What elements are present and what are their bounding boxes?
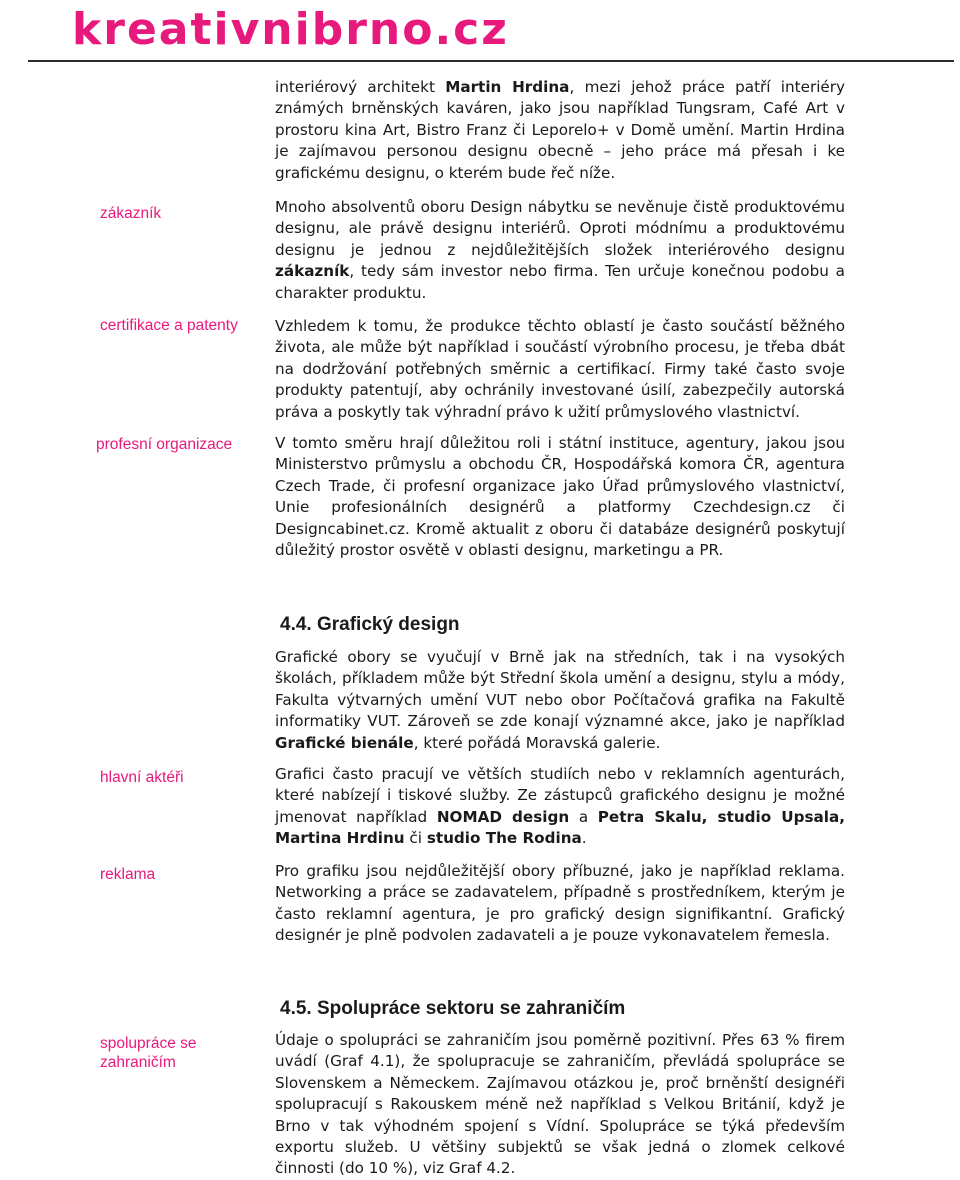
margin-label-reklama: reklama — [100, 866, 156, 883]
section-heading-graphic-design: 4.4. Grafický design — [280, 614, 460, 635]
paragraph-graphic-schools: Grafické obory se vyučují v Brně jak na středních, tak i na vysokých školách, příkladem může být Střední škola umění a designu, stylu a módy, Fakulta výtvarných umění VUT nebo obor Počítačová grafika na Fakultě informatiky VUT. Zároveň se zde konají významné akce, jako je například Grafické bienále, které pořádá Moravská galerie. — [275, 648, 845, 752]
header-divider — [28, 60, 954, 62]
paragraph-certifications: Vzhledem k tomu, že produkce těchto oblastí je často součástí běžného života, ale může být například i součástí výrobního procesu, je třeba dbát na dodržování potřebných směrnic a certifikací. Firmy také často svoje produkty patentují, aby ochránily investované úsilí, zabezpečily autorská práva a poskytly tak výhradní právo k užití průmyslového vlastnictví. — [275, 317, 845, 421]
margin-label-zakaznik: zákazník — [100, 205, 162, 222]
margin-label-hlavni: hlavní aktéři — [100, 769, 184, 786]
section-heading-foreign-cooperation: 4.5. Spolupráce sektoru se zahraničím — [280, 998, 626, 1019]
margin-label-profesni: profesní organizace — [96, 436, 233, 453]
paragraph-graphic-studios: Grafici často pracují ve větších studiích nebo v reklamních agenturách, které nabízejí i tiskové služby. Ze zástupců grafického designu je možné jmenovat například NOMAD design a Petra Skalu, studio Upsala, Martina Hrdinu či studio The Rodina. — [275, 765, 845, 848]
site-logo: kreativnibrno.cz — [72, 4, 509, 55]
margin-label-spoluprace: spolupráce se zahraničím — [100, 1035, 197, 1071]
paragraph-foreign-cooperation: Údaje o spolupráci se zahraničím jsou poměrně pozitivní. Přes 63 % firem uvádí (Graf 4.1), že spolupracuje se zahraničím, převládá spolupráce se Slovenskem a Německem. Zajímavou otázkou je, proč brněnští designéři spolupracují s Rakouskem méně než například s Velkou Británií, když je Brno v tak výhodném spojení s Vídní. Spolupráce se týká především exportu služeb. U většiny subjektů se však jedná o zlomek celkové činnosti (do 10 %), viz Graf 4.2. — [275, 1031, 845, 1178]
margin-label-certifikace: certifikace a patenty — [100, 317, 238, 334]
paragraph-architect: interiérový architekt Martin Hrdina, mezi jehož práce patří interiéry známých brněnských kaváren, jako jsou například Tungsram, Café Art v prostoru kina Art, Bistro Franz či Leporelo+ v Domě umění. Martin Hrdina je zajímavou personou designu obecně – jeho práce má přesah i ke grafickému designu, o kterém bude řeč níže. — [275, 78, 845, 182]
paragraph-graphic-advertising: Pro grafiku jsou nejdůležitější obory příbuzné, jako je například reklama. Networking a práce se zadavatelem, případně s prostředníkem, kterým je často reklamní agentura, je pro grafický design signifikantní. Grafický designér je plně podvolen zadavateli a je pouze vykonavatelem řemesla. — [275, 862, 845, 945]
paragraph-institutions: V tomto směru hrají důležitou roli i státní instituce, agentury, jakou jsou Ministerstvo průmyslu a obchodu ČR, Hospodářská komora ČR, agentura Czech Trade, či profesní organizace jako Úřad průmyslového vlastnictví, Unie profesionálních designérů a platformy Czechdesign.cz či Designcabinet.cz. Kromě aktualit z oboru či databáze designérů poskytují důležitý prostor osvětě v oblasti designu, marketingu a PR. — [275, 434, 845, 560]
paragraph-furniture-design: Mnoho absolventů oboru Design nábytku se nevěnuje čistě produktovému designu, ale právě designu interiérů. Oproti módnímu a produktovému designu je jednou z nejdůležitějších složek interiérového designu zákazník, tedy sám investor nebo firma. Ten určuje konečnou podobu a charakter produktu. — [275, 198, 845, 302]
